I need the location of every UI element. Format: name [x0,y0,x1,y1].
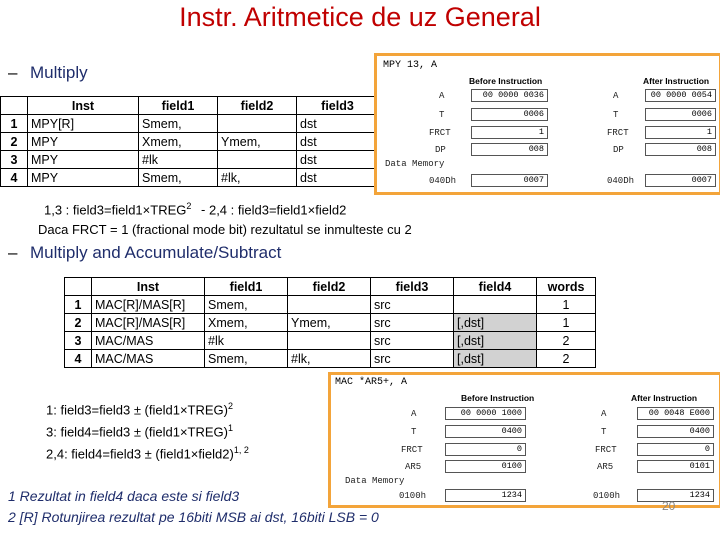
register-value: 0 [445,443,526,456]
dash-icon: – [8,63,18,82]
mac-formula-3 [46,445,249,461]
register-label: T [439,110,445,120]
header-cell: field2 [288,278,371,296]
table-row [1,151,379,169]
table-cell: dst [297,115,379,133]
table-cell: MPY[R] [28,115,139,133]
register-value: 008 [645,143,716,156]
bullet-multiply-label: Multiply [30,63,88,82]
register-label: DP [613,145,624,155]
header-cell: words [537,278,596,296]
register-value: 0100 [445,460,526,473]
register-label: A [439,91,445,101]
table-cell: 1 [65,296,92,314]
table-cell: 2 [65,314,92,332]
register-value: 00 0000 0036 [471,89,548,102]
table-header-row [65,278,596,296]
table-cell: src [371,314,454,332]
mac-formula-2 [46,423,233,439]
page-number: 20 [662,499,676,513]
table-cell: src [371,332,454,350]
table-cell: [,dst] [454,314,537,332]
table-row [65,296,596,314]
table-cell: MAC[R]/MAS[R] [92,314,205,332]
multiply-table [0,96,379,187]
table-row [65,332,596,350]
table-cell: 3 [65,332,92,350]
table-cell: dst [297,133,379,151]
table-cell: Smem, [139,169,218,187]
header-cell: field1 [205,278,288,296]
table-cell: Smem, [205,350,288,368]
formula-superscript: 1, 2 [233,445,249,455]
note-superscript: 2 [186,201,192,211]
table-cell: 1 [537,296,596,314]
note-text: 1,3 : field3=field1×TREG [44,202,187,218]
header-cell: field3 [297,97,379,115]
mac-formula-1 [46,401,233,417]
register-value: 0006 [471,108,548,121]
memory-address: 0100h [593,491,621,501]
bullet-mac-label: Multiply and Accumulate/Subtract [30,243,282,262]
table-cell: Ymem, [218,133,297,151]
table-cell: 1 [537,314,596,332]
register-value: 0 [637,443,714,456]
table-cell: Xmem, [139,133,218,151]
table-cell: MPY [28,133,139,151]
table-cell: MAC[R]/MAS[R] [92,296,205,314]
register-value: 0101 [637,460,714,473]
header-cell: field2 [218,97,297,115]
table-cell: 4 [1,169,28,187]
header-cell: Inst [28,97,139,115]
data-memory-label: Data Memory [385,159,445,169]
table-cell: 1 [1,115,28,133]
table-cell: 3 [1,151,28,169]
register-label: A [613,91,619,101]
register-label: T [601,427,607,437]
memory-value: 0007 [645,174,716,187]
table-cell: Smem, [139,115,218,133]
header-cell: field4 [454,278,537,296]
inset-title: MAC *AR5+, A [335,377,408,388]
register-label: FRCT [429,128,451,138]
bullet-mac [8,243,281,263]
note-text: 2,4 : field3=field1×field2 [208,202,347,218]
memory-value: 1234 [445,489,526,502]
register-label: AR5 [405,462,422,472]
table-cell [288,296,371,314]
multiply-note-2: Daca FRCT = 1 (fractional mode bit) rezultatul se inmulteste cu 2 [38,222,412,237]
formula-superscript: 2 [228,401,234,411]
table-cell: dst [297,151,379,169]
header-cell [65,278,92,296]
table-cell: 4 [65,350,92,368]
table-row [1,115,379,133]
register-value: 1 [471,126,548,139]
register-label: FRCT [401,445,423,455]
table-cell: Ymem, [288,314,371,332]
table-cell [218,115,297,133]
table-cell: MPY [28,169,139,187]
table-row [1,169,379,187]
register-value: 1 [645,126,716,139]
table-header-row [1,97,379,115]
header-cell: field3 [371,278,454,296]
inset-before-heading: Before Instruction [469,76,543,86]
table-cell: src [371,296,454,314]
table-cell: 2 [1,133,28,151]
register-label: AR5 [597,462,614,472]
dash-icon: – [8,243,18,262]
register-value: 00 0048 E000 [637,407,714,420]
slide-title: Instr. Aritmetice de uz General [179,2,541,32]
register-label: FRCT [607,128,629,138]
table-cell [454,296,537,314]
table-cell: MPY [28,151,139,169]
header-cell: Inst [92,278,205,296]
formula-text: 3: field4=field3 ± (field1×TREG) [46,424,228,440]
register-value: 008 [471,143,548,156]
multiply-note-1 [44,201,346,217]
inset-title: MPY 13, A [383,60,438,71]
data-memory-label: Data Memory [345,476,405,486]
register-label: A [601,409,607,419]
formula-superscript: 1 [228,423,234,433]
table-cell: MAC/MAS [92,350,205,368]
inset-after-heading: After Instruction [631,393,698,403]
table-cell: Smem, [205,296,288,314]
memory-address: 0100h [399,491,427,501]
memory-value: 1234 [637,489,714,502]
register-value: 0006 [645,108,716,121]
register-value: 0400 [445,425,526,438]
table-row [65,350,596,368]
inset-after-heading: After Instruction [643,76,710,86]
register-label: DP [435,145,446,155]
table-cell: MAC/MAS [92,332,205,350]
register-label: FRCT [595,445,617,455]
formula-text: 2,4: field4=field3 ± (field1×field2) [46,446,234,462]
table-cell: src [371,350,454,368]
register-label: T [613,110,619,120]
table-cell: 2 [537,332,596,350]
table-cell: [,dst] [454,350,537,368]
table-cell: [,dst] [454,332,537,350]
header-cell [1,97,28,115]
memory-address: 040Dh [429,176,457,186]
memory-address: 040Dh [607,176,635,186]
footnote-1: 1 Rezultat in field4 daca este si field3 [8,488,240,504]
table-cell [288,332,371,350]
mac-table [64,277,596,368]
table-cell: Xmem, [205,314,288,332]
table-cell: dst [297,169,379,187]
table-row [65,314,596,332]
inset-before-heading: Before Instruction [461,393,535,403]
table-cell [218,151,297,169]
table-cell: #lk, [288,350,371,368]
table-cell: #lk [205,332,288,350]
table-row [1,133,379,151]
table-cell: 2 [537,350,596,368]
note-separator: - [201,202,206,218]
table-cell: #lk [139,151,218,169]
register-value: 00 0000 0054 [645,89,716,102]
register-label: A [411,409,417,419]
footnote-2: 2 [R] Rotunjirea rezultat pe 16biti MSB ai dst, 16biti LSB = 0 [8,509,379,525]
bullet-multiply [8,63,88,83]
register-label: T [411,427,417,437]
register-value: 0400 [637,425,714,438]
register-value: 00 0000 1000 [445,407,526,420]
mac-example-image [328,372,720,508]
header-cell: field1 [139,97,218,115]
memory-value: 0007 [471,174,548,187]
formula-text: 1: field3=field3 ± (field1×TREG) [46,402,228,418]
table-cell: #lk, [218,169,297,187]
mpy-example-image [374,53,720,195]
